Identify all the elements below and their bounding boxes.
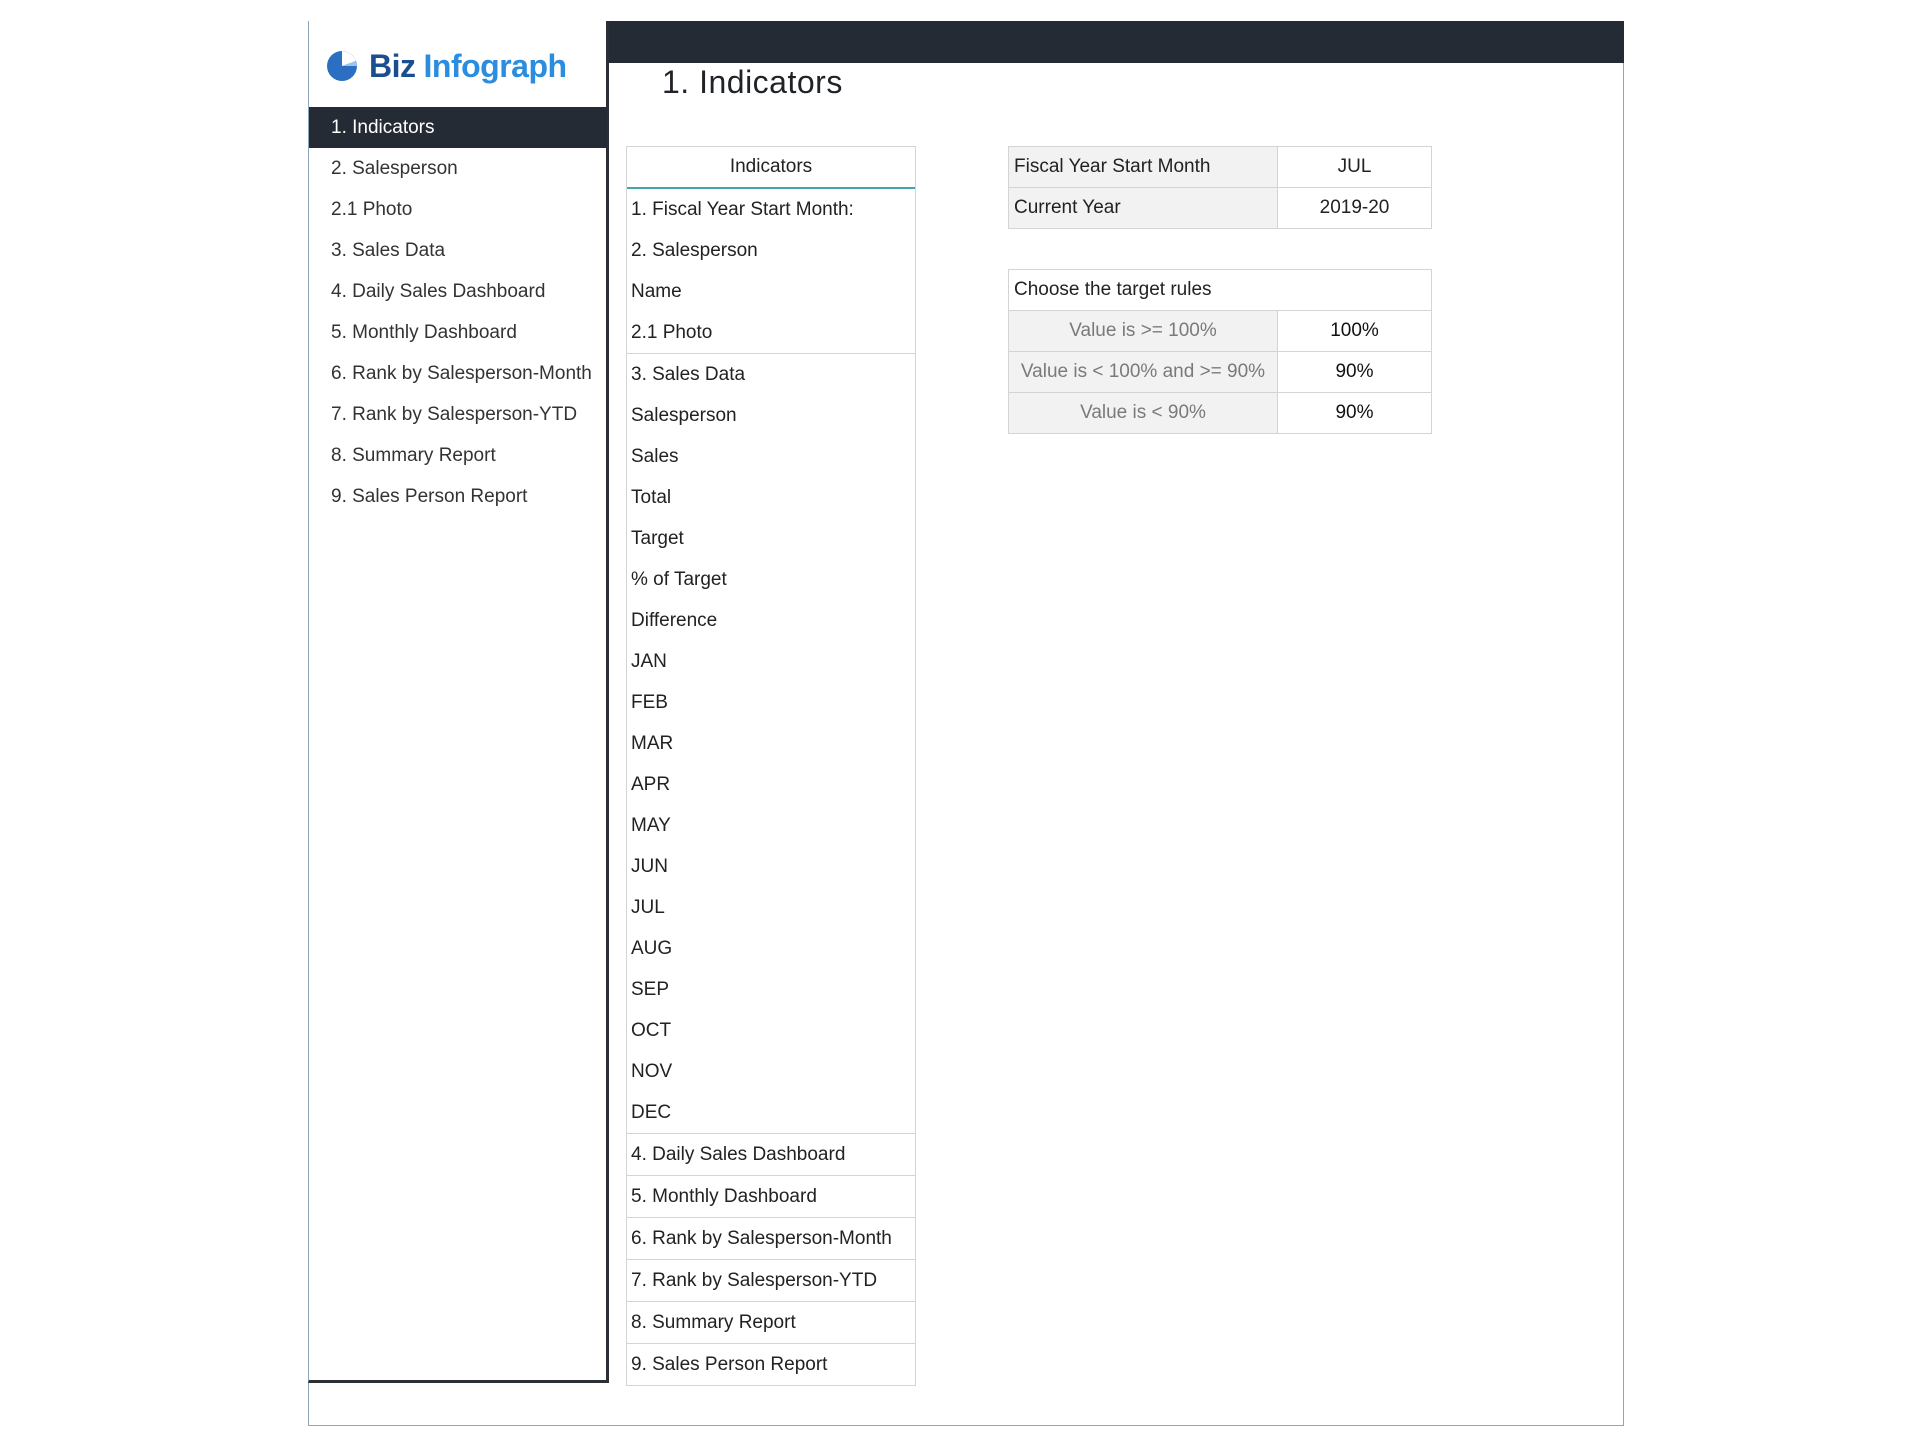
indicator-row[interactable]: Target <box>631 528 684 549</box>
page-title: 1. Indicators <box>662 64 843 100</box>
indicator-row[interactable]: Name <box>631 281 682 302</box>
sidebar-item-daily-sales-dashboard[interactable]: 4. Daily Sales Dashboard <box>331 281 546 302</box>
indicator-row[interactable]: JUN <box>631 856 668 877</box>
indicator-row[interactable]: Total <box>631 487 672 508</box>
sidebar-item-sales-data[interactable]: 3. Sales Data <box>331 240 446 261</box>
target-rule-value[interactable]: 90% <box>1278 393 1432 434</box>
sidebar-item-monthly-dashboard[interactable]: 5. Monthly Dashboard <box>331 322 517 343</box>
indicator-row[interactable]: 1. Fiscal Year Start Month: <box>631 199 854 220</box>
sidebar-item-photo[interactable]: 2.1 Photo <box>331 199 413 220</box>
indicator-row[interactable]: JAN <box>631 651 667 672</box>
indicator-row[interactable]: 7. Rank by Salesperson-YTD <box>627 1259 915 1301</box>
target-rule-row <box>1009 352 1432 393</box>
indicators-header: Indicators <box>627 147 915 189</box>
indicator-row[interactable]: MAR <box>631 733 674 754</box>
target-rule-label: Value is < 100% and >= 90% <box>1009 352 1278 393</box>
top-bar <box>608 21 1624 63</box>
target-rules-title: Choose the target rules <box>1009 270 1432 311</box>
target-rule-row <box>1009 393 1432 434</box>
indicator-row[interactable]: Sales <box>631 446 679 467</box>
indicator-row[interactable]: 2.1 Photo <box>631 322 713 343</box>
indicators-table <box>626 146 916 1386</box>
sidebar-item-rank-ytd[interactable]: 7. Rank by Salesperson-YTD <box>331 404 578 425</box>
sidebar-item-indicators[interactable]: 1. Indicators <box>309 107 607 148</box>
target-rule-value[interactable]: 100% <box>1278 311 1432 352</box>
target-rule-value[interactable]: 90% <box>1278 352 1432 393</box>
sidebar-item-rank-month[interactable]: 6. Rank by Salesperson-Month <box>331 363 592 384</box>
indicator-row[interactable]: MAY <box>631 815 671 836</box>
indicator-row[interactable]: Difference <box>631 610 718 631</box>
logo-biz-text: Biz <box>369 47 416 84</box>
target-rules-table <box>1008 269 1432 434</box>
indicator-row[interactable]: % of Target <box>631 569 727 590</box>
indicator-row[interactable]: 3. Sales Data <box>627 353 915 395</box>
fiscal-start-value[interactable]: JUL <box>1278 147 1432 188</box>
sidebar-nav <box>309 107 607 517</box>
indicator-row[interactable]: OCT <box>631 1020 672 1041</box>
indicator-row[interactable]: FEB <box>631 692 668 713</box>
indicator-row[interactable]: 6. Rank by Salesperson-Month <box>627 1217 915 1259</box>
target-rules-header-row <box>1009 270 1432 311</box>
logo-infograph-text: Infograph <box>423 47 567 84</box>
current-year-row <box>1009 188 1432 229</box>
indicator-row[interactable]: 8. Summary Report <box>627 1301 915 1343</box>
fiscal-year-table <box>1008 146 1432 229</box>
indicator-row[interactable]: AUG <box>631 938 673 959</box>
current-year-label: Current Year <box>1009 188 1278 229</box>
indicator-row[interactable]: NOV <box>631 1061 673 1082</box>
pie-chart-icon <box>325 49 359 83</box>
target-rule-label: Value is >= 100% <box>1009 311 1278 352</box>
sidebar-item-summary-report[interactable]: 8. Summary Report <box>331 445 496 466</box>
fiscal-start-row <box>1009 147 1432 188</box>
indicator-row[interactable]: JUL <box>631 897 665 918</box>
indicator-row[interactable]: 5. Monthly Dashboard <box>627 1175 915 1217</box>
sidebar-item-sales-person-report[interactable]: 9. Sales Person Report <box>331 486 528 507</box>
indicator-row[interactable]: 9. Sales Person Report <box>627 1343 915 1385</box>
target-rule-row <box>1009 311 1432 352</box>
indicator-row[interactable]: SEP <box>631 979 670 1000</box>
logo[interactable] <box>325 41 567 91</box>
indicator-row[interactable]: APR <box>631 774 671 795</box>
indicator-row[interactable]: 2. Salesperson <box>631 240 758 261</box>
fiscal-start-label: Fiscal Year Start Month <box>1009 147 1278 188</box>
sidebar <box>308 21 609 1383</box>
sidebar-item-salesperson[interactable]: 2. Salesperson <box>331 158 458 179</box>
indicator-row[interactable]: 4. Daily Sales Dashboard <box>627 1133 915 1175</box>
current-year-value[interactable]: 2019-20 <box>1278 188 1432 229</box>
indicator-row[interactable]: Salesperson <box>631 405 737 426</box>
indicator-row[interactable]: DEC <box>631 1102 672 1123</box>
target-rule-label: Value is < 90% <box>1009 393 1278 434</box>
